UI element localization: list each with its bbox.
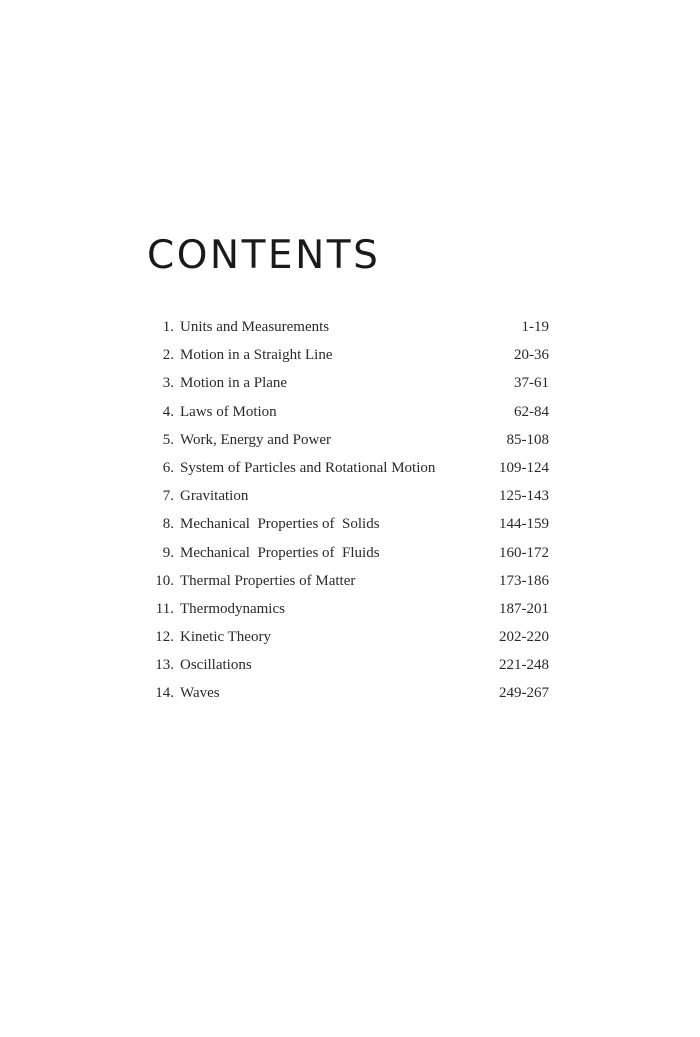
page-range: 221-248 — [499, 657, 549, 674]
table-of-contents — [147, 313, 549, 708]
chapter-title: Laws of Motion — [180, 403, 277, 420]
chapter-number: 3. — [162, 375, 174, 392]
toc-entry — [147, 369, 549, 397]
toc-entry — [147, 651, 549, 679]
chapter-title: Units and Measurements — [180, 319, 330, 335]
toc-entry — [147, 679, 549, 707]
toc-entry — [147, 567, 549, 595]
page-range: 109-124 — [499, 459, 549, 476]
toc-entry — [147, 341, 549, 369]
toc-entry — [147, 482, 549, 510]
chapter-title: Motion in a Straight Line — [180, 347, 333, 364]
chapter-number: 6. — [162, 459, 174, 476]
toc-entry — [147, 539, 549, 567]
page-range: 85-108 — [506, 431, 549, 448]
chapter-title: Work, Energy and Power — [180, 431, 331, 448]
chapter-number: 4. — [162, 403, 174, 420]
chapter-number: 1. — [162, 319, 174, 335]
toc-entry — [147, 398, 549, 426]
chapter-title: Gravitation — [180, 488, 249, 505]
toc-entry — [147, 454, 549, 482]
chapter-number: 8. — [162, 516, 174, 533]
toc-entry — [147, 510, 549, 538]
chapter-title: Motion in a Plane — [180, 375, 288, 392]
chapter-number: 5. — [162, 431, 174, 448]
page-range: 202-220 — [499, 629, 549, 646]
page-range: 187-201 — [499, 600, 549, 617]
page-range: 1-19 — [521, 319, 549, 335]
toc-entry — [147, 623, 549, 651]
chapter-title: Thermal Properties of Matter — [180, 572, 356, 589]
chapter-title: Kinetic Theory — [180, 629, 271, 646]
chapter-number: 10. — [155, 572, 174, 589]
chapter-number: 9. — [162, 544, 174, 561]
chapter-title: Thermodynamics — [180, 600, 285, 617]
page-range: 249-267 — [499, 685, 549, 702]
chapter-number: 12. — [155, 629, 174, 646]
chapter-title: Mechanical Properties of Solids — [180, 516, 380, 533]
toc-entry — [147, 595, 549, 623]
page-range: 125-143 — [499, 488, 549, 505]
chapter-number: 7. — [162, 488, 174, 505]
chapter-title: System of Particles and Rotational Motion — [180, 459, 436, 476]
page-range: 160-172 — [499, 544, 549, 561]
toc-entry — [147, 426, 549, 454]
chapter-title: Waves — [180, 685, 220, 702]
chapter-number: 11. — [155, 600, 174, 617]
toc-entry — [147, 313, 549, 341]
chapter-title: Mechanical Properties of Fluids — [180, 544, 380, 561]
page-title: CONTENTS — [147, 233, 381, 278]
page-range: 62-84 — [514, 403, 549, 420]
page-range: 37-61 — [514, 375, 549, 392]
page-range: 144-159 — [499, 516, 549, 533]
chapter-number: 13. — [155, 657, 174, 674]
chapter-title: Oscillations — [180, 657, 252, 674]
page-range: 173-186 — [499, 572, 549, 589]
chapter-number: 14. — [155, 685, 174, 702]
page-range: 20-36 — [514, 347, 549, 364]
chapter-number: 2. — [162, 347, 174, 364]
